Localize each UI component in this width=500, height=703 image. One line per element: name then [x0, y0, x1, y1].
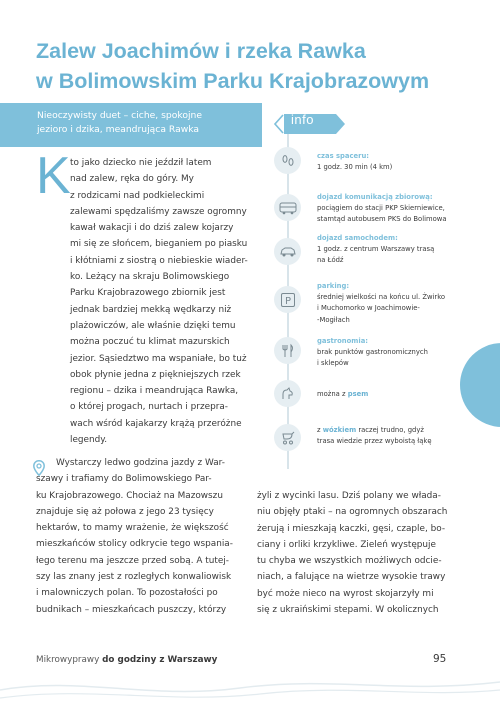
- text-line: Wystarczy ledwo godzina jazdy z War-: [56, 458, 225, 468]
- info-item-dog: [317, 389, 368, 400]
- column-left-top: [36, 155, 261, 448]
- footer-series: Mikrowyprawy: [36, 655, 103, 665]
- info-value: pociągiem do stacji PKP Skierniewice,: [317, 204, 445, 213]
- info-value: i Muchomorko w Joachimowie-: [317, 304, 420, 313]
- info-heading: info: [291, 112, 314, 127]
- info-label: parking:: [317, 282, 350, 290]
- info-value: trasa wiedzie przez wyboistą łąkę: [317, 437, 432, 446]
- text-line: niu objęły ptaki – na ogromnych obszarach: [257, 507, 448, 518]
- text-line: wach wśród kajakarzy krążą przeróżne: [70, 418, 242, 429]
- text-line: nad zalew, ręka do góry. My: [70, 174, 194, 185]
- lead-line-1: Nieoczywisty duet – ciche, spokojne: [37, 110, 203, 121]
- text-line: i kłótniami z siostrą o niebieskie wiader-: [70, 255, 248, 266]
- info-label: wózkiem: [322, 426, 357, 434]
- info-value: i sklepów: [317, 359, 349, 368]
- dog-icon: [274, 380, 301, 407]
- info-item-public-transport: [317, 192, 447, 226]
- page-title: [36, 36, 476, 96]
- lead-banner: [0, 103, 262, 147]
- info-prefix: można z: [317, 390, 348, 398]
- text-line: kawał wakacji i do dziś zalew kojarzy: [70, 223, 234, 234]
- text-line: zalewami spędzaliśmy zawsze ogromny: [70, 206, 247, 217]
- footprints-icon: [274, 147, 301, 174]
- text-line: hektarów, to mamy wrażenie, że większość: [36, 523, 229, 534]
- page-number: 95: [433, 653, 447, 665]
- info-prefix: z: [317, 426, 323, 434]
- footer-book-title: do godziny z Warszawy: [102, 655, 218, 665]
- info-value: średniej wielkości na końcu ul. Żwirko: [317, 293, 446, 302]
- text-line: można poczuć tu klimat mazurskich: [70, 337, 230, 348]
- text-line: szawy i trafiamy do Bolimowskiego Par-: [36, 474, 212, 485]
- text-line: jednak bardziej mekką wędkarzy niż: [70, 304, 232, 315]
- text-line: jezior. Sąsiedztwo ma wspaniałe, bo tuż: [70, 353, 247, 364]
- text-line: to jako dziecko nie jeździł latem: [70, 158, 212, 168]
- text-line: regionu – dzika i meandrująca Rawka,: [70, 386, 239, 397]
- text-line: ko. Leżący na skraju Bolimowskiego: [70, 272, 230, 283]
- info-item-walk-time: [317, 151, 392, 173]
- car-icon: [274, 238, 301, 265]
- info-value: -Mogiłach: [317, 315, 350, 324]
- text-line: żerują i mieszkają kaczki, gęsi, czaple, bo-: [257, 523, 446, 534]
- info-value: 1 godz. z centrum Warszawy trasą: [317, 245, 435, 254]
- info-suffix: raczej trudno, gdyż: [356, 426, 424, 434]
- info-value: brak punktów gastronomicznych: [317, 348, 428, 357]
- text-line: znajduje się aż połowa z jego 23 tysięcy: [36, 506, 214, 517]
- text-line: żyli z wycinki lasu. Dziś polany we włada-: [257, 491, 441, 501]
- text-line: mieszkańców stolicy odkrycie tego wspania-: [36, 539, 233, 550]
- svg-text:P: P: [284, 295, 291, 307]
- info-item-by-car: [317, 233, 434, 267]
- column-right-bottom: [257, 488, 467, 618]
- text-line: legendy.: [70, 435, 108, 446]
- title-line-1: Zalew Joachimów i rzeka Rawka: [36, 39, 366, 63]
- info-label: dojazd komunikacją zbiorową:: [317, 193, 433, 201]
- info-label: dojazd samochodem:: [317, 234, 398, 242]
- info-label: czas spaceru:: [317, 152, 370, 160]
- text-line: się z ukraińskimi stepami. W okolicznych: [257, 605, 439, 616]
- info-value: stamtąd autobusem PKS do Bolimowa: [317, 215, 447, 224]
- text-line: szy las znany jest z rozległych konwaliowisk: [36, 572, 232, 583]
- text-line: mi się ze słońcem, bieganiem po piasku: [70, 239, 248, 250]
- bus-icon: [274, 194, 301, 221]
- drop-cap: K: [36, 147, 71, 205]
- text-line: budnikach – mieszkańcach puszczy, którzy: [36, 604, 227, 615]
- text-line: z rodzicami nad podkieleckimi: [70, 190, 205, 201]
- lead-line-2: jezioro i dzika, meandrująca Rawka: [37, 124, 200, 135]
- text-line: niach, a falujące na wietrze wysokie trawy: [257, 572, 446, 583]
- text-line: ciany i orliki krzykliwe. Zieleń występuje: [257, 539, 436, 550]
- info-badge: [274, 112, 354, 136]
- text-line: ku Krajobrazowego. Chociaż na Mazowszu: [36, 490, 223, 501]
- stroller-icon: [274, 424, 301, 451]
- text-line: o której progach, nurtach i przepra-: [70, 402, 228, 413]
- info-item-parking: [317, 281, 445, 326]
- parking-icon: [274, 286, 301, 313]
- info-value: na Łódź: [317, 256, 344, 265]
- text-line: Parku Krajobrazowego zbiornik jest: [70, 288, 226, 299]
- info-item-stroller: [317, 425, 432, 447]
- info-label: gastronomia:: [317, 337, 368, 345]
- title-line-2: w Bolimowskim Parku Krajobrazowym: [36, 69, 430, 93]
- text-line: łego terenu ma jeszcze przed sobą. A tutej-: [36, 555, 229, 566]
- text-line: plażowiczów, ale właśnie dzięki temu: [70, 320, 236, 331]
- text-line: obok płynie jedna z piękniejszych rzek: [70, 369, 241, 380]
- cutlery-icon: [274, 337, 301, 364]
- decorative-side-circle: [460, 343, 500, 427]
- info-label: psem: [347, 390, 369, 398]
- text-line: i malowniczych polan. To pozostałości po: [36, 588, 218, 599]
- column-left-bottom: [36, 455, 266, 618]
- info-value: 1 godz. 30 min (4 km): [317, 163, 393, 172]
- text-line: tu chyba we wszystkich możliwych odcie-: [257, 556, 442, 567]
- decorative-wave: [0, 660, 500, 703]
- info-item-food: [317, 336, 428, 370]
- text-line: być może nieco na wyrost skojarzyły mi: [257, 588, 434, 599]
